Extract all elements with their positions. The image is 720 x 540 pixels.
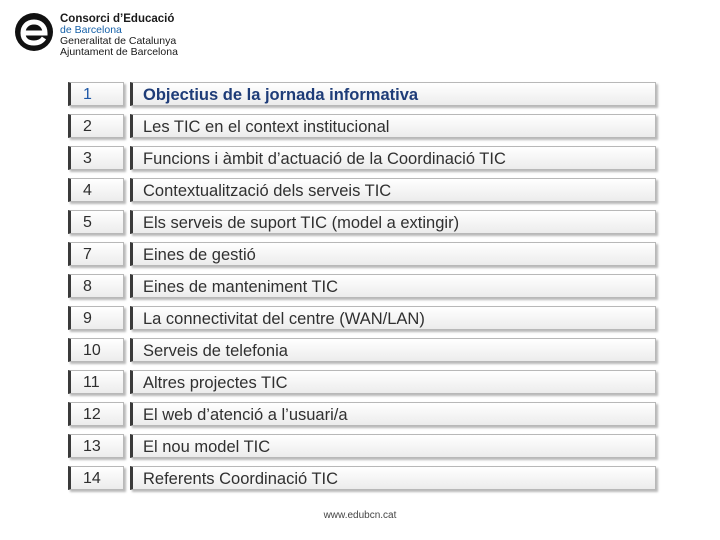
agenda-title: El web d’atenció a l’usuari/a (143, 406, 348, 424)
agenda-number-box (68, 146, 124, 170)
agenda-number-box (68, 402, 124, 426)
agenda-title-box (130, 114, 656, 138)
agenda-item-5[interactable] (68, 210, 656, 236)
agenda-number: 9 (83, 310, 92, 327)
agenda-number-box (68, 466, 124, 490)
agenda-item-7[interactable] (68, 242, 656, 268)
agenda-number-box (68, 114, 124, 138)
agenda-item-1[interactable] (68, 82, 656, 108)
agenda-number: 12 (83, 406, 101, 423)
agenda-title-box (130, 178, 656, 202)
agenda-number: 13 (83, 438, 101, 455)
agenda-item-2[interactable] (68, 114, 656, 140)
agenda-title: Funcions i àmbit d’actuació de la Coordinació TIC (143, 150, 506, 168)
agenda-number-box (68, 82, 124, 106)
agenda-list (68, 82, 656, 498)
agenda-title-box (130, 210, 656, 234)
agenda-title: Referents Coordinació TIC (143, 470, 339, 488)
agenda-item-4[interactable] (68, 178, 656, 204)
agenda-title-box (130, 306, 656, 330)
agenda-title-box (130, 274, 656, 298)
agenda-number-box (68, 434, 124, 458)
agenda-title: Objectius de la jornada informativa (143, 86, 419, 104)
agenda-item-9[interactable] (68, 306, 656, 332)
agenda-number-box (68, 178, 124, 202)
agenda-title-box (130, 466, 656, 490)
agenda-title-box (130, 82, 656, 106)
agenda-number: 14 (83, 470, 101, 487)
logo-line-1: Consorci d’Educació (60, 13, 175, 25)
agenda-title: Els serveis de suport TIC (model a extingir) (143, 214, 460, 232)
consorci-logo (14, 12, 214, 62)
agenda-title-box (130, 402, 656, 426)
agenda-item-11[interactable] (68, 370, 656, 396)
e-logo-icon (14, 12, 54, 52)
agenda-title: El nou model TIC (143, 438, 271, 456)
logo-line-2: de Barcelona (60, 24, 122, 36)
agenda-number-box (68, 338, 124, 362)
agenda-item-12[interactable] (68, 402, 656, 428)
agenda-number: 5 (83, 214, 92, 231)
agenda-number: 8 (83, 278, 92, 295)
agenda-title: Eines de gestió (143, 246, 256, 264)
agenda-number-box (68, 210, 124, 234)
agenda-number: 3 (83, 150, 92, 167)
agenda-number: 1 (83, 86, 92, 103)
agenda-number-box (68, 274, 124, 298)
agenda-title: Serveis de telefonia (143, 342, 288, 360)
agenda-title-box (130, 370, 656, 394)
logo-line-4: Ajuntament de Barcelona (60, 46, 178, 58)
agenda-number: 2 (83, 118, 92, 135)
agenda-number: 10 (83, 342, 101, 359)
agenda-number: 11 (83, 374, 100, 391)
agenda-number: 7 (83, 246, 92, 263)
agenda-item-8[interactable] (68, 274, 656, 300)
logo-line-3: Generalitat de Catalunya (60, 35, 177, 47)
agenda-title: Eines de manteniment TIC (143, 278, 339, 296)
agenda-title-box (130, 434, 656, 458)
agenda-item-14[interactable] (68, 466, 656, 492)
agenda-title-box (130, 146, 656, 170)
agenda-item-3[interactable] (68, 146, 656, 172)
agenda-title: Contextualització dels serveis TIC (143, 182, 392, 200)
footer-url[interactable]: www.edubcn.cat (323, 510, 397, 521)
agenda-title-box (130, 242, 656, 266)
agenda-number-box (68, 370, 124, 394)
logo-text (60, 14, 178, 58)
agenda-title-box (130, 338, 656, 362)
agenda-number: 4 (83, 182, 92, 199)
agenda-number-box (68, 242, 124, 266)
agenda-number-box (68, 306, 124, 330)
agenda-item-13[interactable] (68, 434, 656, 460)
agenda-item-10[interactable] (68, 338, 656, 364)
agenda-title: Altres projectes TIC (143, 374, 288, 392)
agenda-title: Les TIC en el context institucional (143, 118, 390, 136)
agenda-title: La connectivitat del centre (WAN/LAN) (143, 310, 425, 328)
